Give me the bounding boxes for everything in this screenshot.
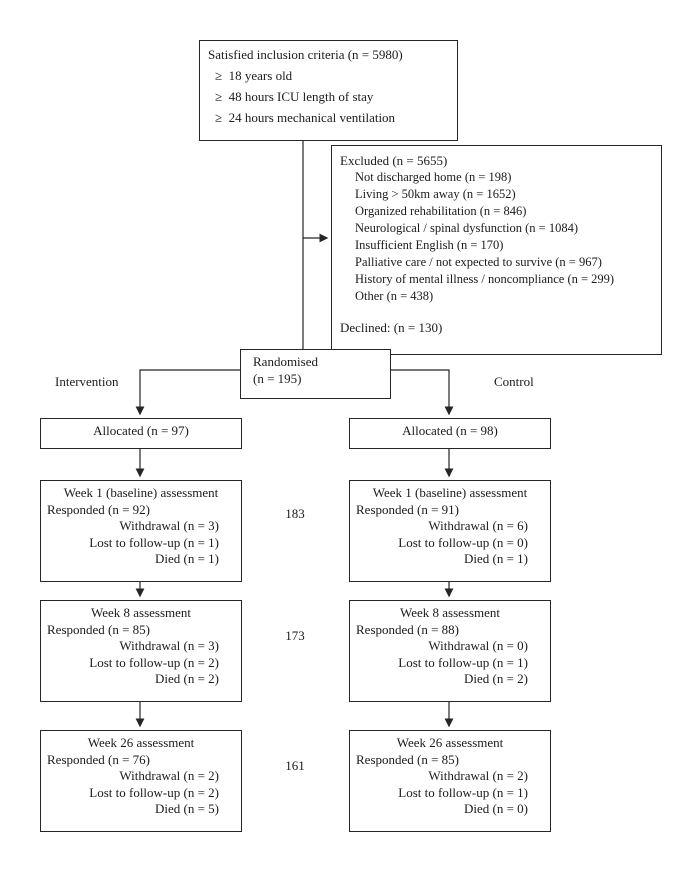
responded-count: Responded (n = 88) bbox=[356, 621, 460, 637]
lost-to-follow-up-count: Lost to follow-up (n = 1) bbox=[89, 534, 219, 550]
responded-count: Responded (n = 92) bbox=[47, 501, 151, 517]
lost-to-follow-up-count: Lost to follow-up (n = 0) bbox=[398, 534, 528, 550]
withdrawal-count: Withdrawal (n = 0) bbox=[428, 638, 528, 654]
responded-count: Responded (n = 76) bbox=[47, 751, 151, 767]
lost-to-follow-up-count: Lost to follow-up (n = 1) bbox=[398, 654, 528, 670]
assessment-title: Week 26 assessment bbox=[87, 735, 195, 750]
inclusion-criterion-age: ≥ 18 years old bbox=[215, 68, 293, 83]
excluded-box bbox=[331, 145, 662, 355]
excluded-reason-other: Other (n = 438) bbox=[355, 289, 434, 303]
inclusion-criteria-box bbox=[199, 40, 458, 141]
assessment-title: Week 8 assessment bbox=[90, 605, 192, 620]
week26-control-assessment-box bbox=[349, 730, 551, 832]
week26-intervention-assessment-box bbox=[40, 730, 242, 832]
assessment-title: Week 1 (baseline) assessment bbox=[372, 485, 528, 500]
lost-to-follow-up-count: Lost to follow-up (n = 2) bbox=[89, 654, 219, 670]
withdrawal-count: Withdrawal (n = 2) bbox=[428, 768, 528, 784]
excluded-reason-palliative: Palliative care / not expected to survive (n = 967) bbox=[355, 255, 602, 269]
assessment-title: Week 1 (baseline) assessment bbox=[63, 485, 219, 500]
inclusion-criterion-ventilation: ≥ 24 hours mechanical ventilation bbox=[215, 110, 396, 125]
responded-count: Responded (n = 85) bbox=[47, 621, 151, 637]
combined-responded-week1: 183 bbox=[285, 506, 305, 521]
week8-intervention-assessment-box bbox=[40, 600, 242, 702]
died-count: Died (n = 5) bbox=[154, 801, 219, 817]
lost-to-follow-up-count: Lost to follow-up (n = 2) bbox=[89, 784, 219, 800]
withdrawal-count: Withdrawal (n = 3) bbox=[119, 638, 219, 654]
excluded-reason-neuro-spinal: Neurological / spinal dysfunction (n = 1084) bbox=[355, 221, 578, 235]
died-count: Died (n = 2) bbox=[463, 671, 528, 687]
inclusion-criterion-icu-stay: ≥ 48 hours ICU length of stay bbox=[215, 89, 374, 104]
died-count: Died (n = 1) bbox=[154, 551, 219, 567]
responded-count: Responded (n = 91) bbox=[356, 501, 460, 517]
withdrawal-count: Withdrawal (n = 2) bbox=[119, 768, 219, 784]
declined-note: Declined: (n = 130) bbox=[340, 320, 443, 335]
withdrawal-count: Withdrawal (n = 3) bbox=[119, 518, 219, 534]
intervention-arm-label: Intervention bbox=[55, 374, 119, 389]
excluded-title: Excluded (n = 5655) bbox=[340, 153, 448, 168]
withdrawal-count: Withdrawal (n = 6) bbox=[428, 518, 528, 534]
allocated-intervention-box: Allocated (n = 97) bbox=[40, 418, 242, 449]
assessment-title: Week 8 assessment bbox=[399, 605, 501, 620]
week1-control-assessment-box bbox=[349, 480, 551, 582]
week8-control-assessment-box bbox=[349, 600, 551, 702]
randomised-box bbox=[240, 349, 391, 399]
excluded-reason-organized-rehab: Organized rehabilitation (n = 846) bbox=[355, 204, 527, 218]
responded-count: Responded (n = 85) bbox=[356, 751, 460, 767]
excluded-reason-not-discharged: Not discharged home (n = 198) bbox=[355, 170, 512, 184]
control-arm-label: Control bbox=[494, 374, 534, 389]
died-count: Died (n = 0) bbox=[463, 801, 528, 817]
connector-randomised-to-intervention bbox=[140, 370, 240, 414]
allocated-control-box: Allocated (n = 98) bbox=[349, 418, 551, 449]
inclusion-title: Satisfied inclusion criteria (n = 5980) bbox=[208, 47, 403, 62]
excluded-reason-mental-illness: History of mental illness / noncompliance (n = 299) bbox=[355, 272, 615, 286]
died-count: Died (n = 1) bbox=[463, 551, 528, 567]
week1-intervention-assessment-box bbox=[40, 480, 242, 582]
combined-responded-week26: 161 bbox=[285, 758, 305, 773]
excluded-reason-living-away: Living > 50km away (n = 1652) bbox=[355, 187, 516, 201]
randomised-count: (n = 195) bbox=[253, 371, 302, 386]
died-count: Died (n = 2) bbox=[154, 671, 219, 687]
lost-to-follow-up-count: Lost to follow-up (n = 1) bbox=[398, 784, 528, 800]
combined-responded-week8: 173 bbox=[285, 628, 305, 643]
excluded-reason-english: Insufficient English (n = 170) bbox=[355, 238, 504, 252]
assessment-title: Week 26 assessment bbox=[396, 735, 504, 750]
randomised-label: Randomised bbox=[253, 354, 318, 369]
